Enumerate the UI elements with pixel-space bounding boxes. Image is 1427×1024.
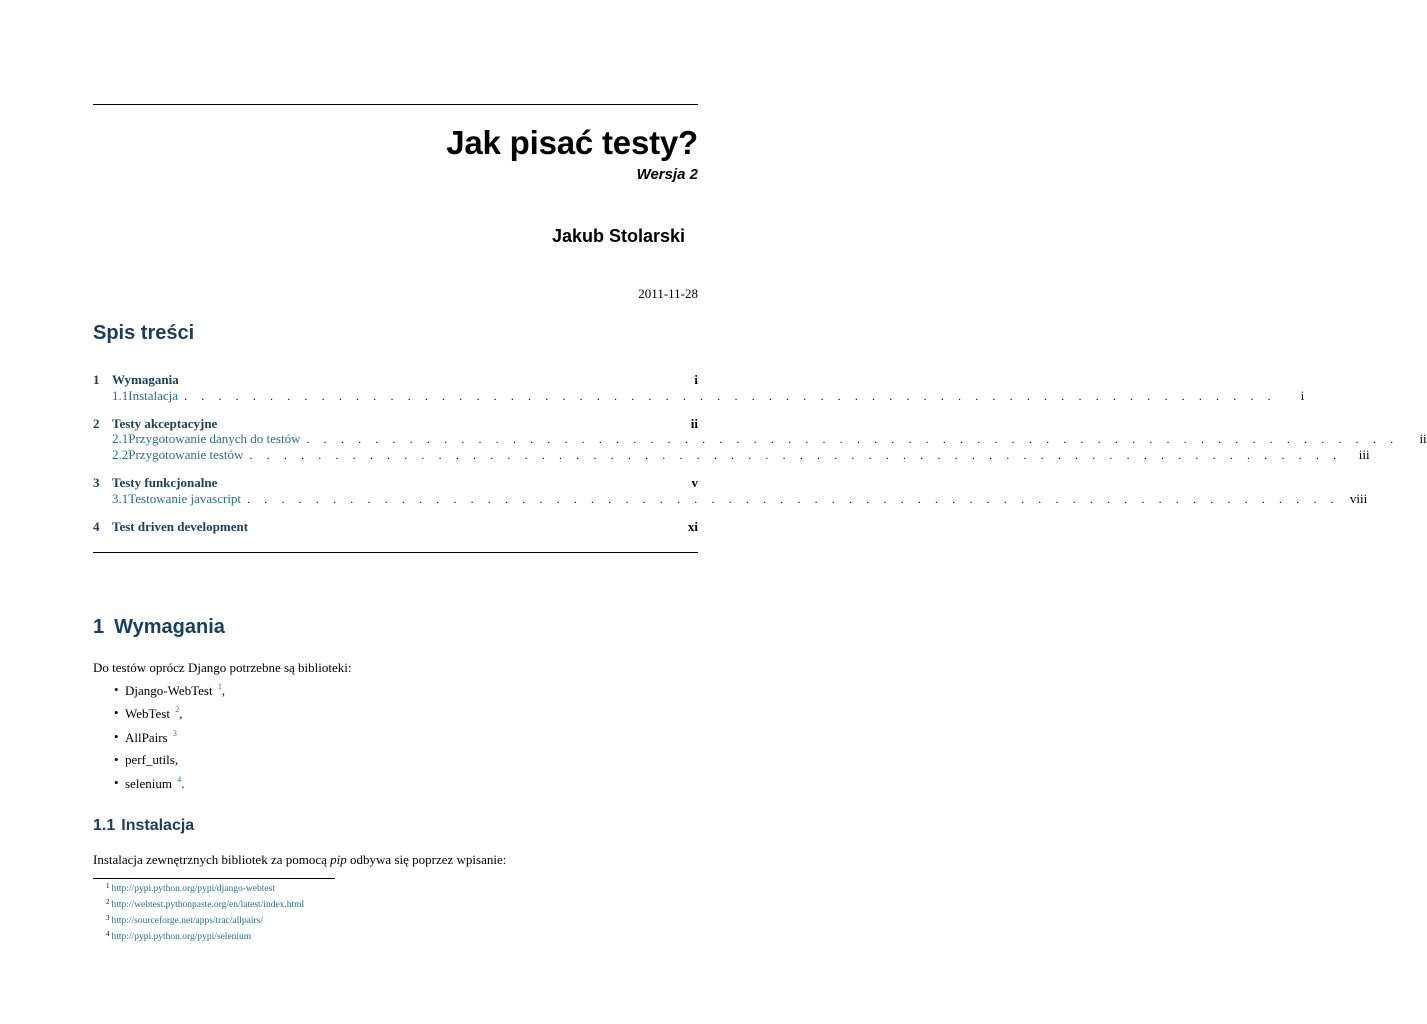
footnote-rule [93, 878, 335, 879]
toc-heading: Spis treści [93, 322, 195, 344]
toc-entry-test-driven-development[interactable] [93, 519, 698, 535]
toc-entry-number: 1.1 [112, 388, 129, 403]
toc-entry-przygotowanie-testow[interactable] [93, 447, 1370, 463]
toc-entry-page: i [1300, 388, 1305, 403]
toc-entry-number: 2.1 [112, 431, 129, 446]
footnote-link[interactable]: http://sourceforge.net/apps/trac/allpairs/ [111, 916, 264, 926]
top-rule [93, 104, 698, 105]
toc-entry-page: viii [1349, 491, 1368, 506]
toc-leader-dots: . . . . . . . . . . . . . . . . . . . . . . . . . . . . . . . . . . . . . . . . . . . . . . . . . . . . . . . . . . . . . . . . [249, 448, 1342, 462]
toc-entry-label[interactable]: Testy funkcjonalne [112, 475, 218, 490]
footnote-ref[interactable]: 4 [177, 775, 182, 785]
subsection-title: Instalacja [121, 817, 195, 834]
footnote-ref[interactable]: 1 [217, 682, 222, 691]
toc-entry-number: 4 [93, 519, 100, 534]
document-author: Jakub Stolarski [551, 226, 685, 246]
document-title: Jak pisać testy? [446, 124, 698, 161]
toc-entry-page: i [694, 372, 698, 387]
toc-entry-number: 3 [93, 475, 100, 490]
footnote: $^2$ http://webtest.pythonpaste.org/en/latest/index.html [106, 898, 305, 910]
list-item: • AllPairs $^3$ [114, 729, 225, 752]
toc-entry-page: xi [687, 519, 698, 534]
toc-entry-testowanie-javascript[interactable] [93, 491, 1368, 507]
toc-entry-page: ii [690, 416, 698, 431]
footnote: $^1$ http://pypi.python.org/pypi/django-webtest [106, 882, 275, 894]
toc-entry-page: ii [1419, 431, 1427, 446]
toc-leader-dots: . . . . . . . . . . . . . . . . . . . . . . . . . . . . . . . . . . . . . . . . . . . . . . . . . . . . . . . . . . . . . . . . [306, 432, 1399, 446]
toc-leader-dots: . . . . . . . . . . . . . . . . . . . . . . . . . . . . . . . . . . . . . . . . . . . . . . . . . . . . . . . . . . . . . . . . [247, 492, 1340, 506]
toc-entry-label[interactable]: Testy akceptacyjne [112, 416, 218, 431]
subsection-heading [93, 817, 194, 835]
subsection-number: 1.1 [93, 817, 116, 834]
toc-entry-number: 2.2 [112, 447, 129, 462]
toc-leader-dots: . . . . . . . . . . . . . . . . . . . . . . . . . . . . . . . . . . . . . . . . . . . . . . . . . . . . . . . . . . . . . . . . [184, 389, 1277, 403]
installation-paragraph: Instalacja zewnętrznych bibliotek za pomocą pip odbywa się poprzez wpisanie: [93, 852, 507, 867]
section-heading [93, 616, 225, 639]
toc-entry-testy-akceptacyjne[interactable] [93, 416, 698, 432]
toc-entry-number: 1 [93, 372, 100, 387]
toc-entry-przygotowanie-danych[interactable] [93, 431, 1427, 447]
toc-entry-testy-funkcjonalne[interactable] [93, 475, 698, 491]
footnote: $^4$ http://pypi.python.org/pypi/selenium [106, 930, 252, 942]
toc-entry-label[interactable]: Test driven development [112, 519, 249, 534]
toc-entry-number: 2 [93, 416, 100, 431]
toc-entry-page: v [691, 475, 698, 490]
section-intro-paragraph: Do testów oprócz Django potrzebne są biblioteki: [93, 660, 352, 675]
list-item: • WebTest $^2$, [114, 705, 225, 728]
footnote-link[interactable]: http://pypi.python.org/pypi/selenium [111, 932, 252, 942]
toc-entry-label[interactable]: Testowanie javascript [128, 491, 242, 506]
toc-entry-label[interactable]: Przygotowanie testów [128, 447, 244, 462]
toc-entry-label[interactable]: Przygotowanie danych do testów [128, 431, 301, 446]
list-item: • Django-WebTest $^1$, [114, 682, 225, 705]
section-title: Wymagania [114, 616, 225, 638]
footnote-link[interactable]: http://webtest.pythonpaste.org/en/latest/index.html [111, 900, 305, 910]
footnote: $^3$ http://sourceforge.net/apps/trac/allpairs/ [106, 914, 264, 926]
library-list [114, 682, 225, 798]
toc-entry-number: 3.1 [112, 491, 129, 506]
toc-entry-wymagania[interactable] [93, 372, 698, 388]
toc-bottom-rule [93, 552, 698, 553]
toc-entry-page: iii [1358, 447, 1370, 462]
footnote-link[interactable]: http://pypi.python.org/pypi/django-webtest [111, 884, 275, 894]
list-item: • selenium $^4$. [114, 775, 225, 798]
toc-entry-label[interactable]: Wymagania [112, 372, 179, 387]
footnote-ref[interactable]: 3 [172, 728, 177, 738]
toc-entry-label[interactable]: Instalacja [128, 388, 179, 403]
section-number: 1 [93, 616, 105, 638]
footnote-ref[interactable]: 2 [175, 705, 180, 715]
pip-emphasis: pip [330, 852, 347, 867]
footnotes [106, 880, 304, 944]
list-item: • perf_utils, [114, 752, 225, 775]
document-version: Wersja 2 [636, 166, 698, 183]
toc-entry-instalacja[interactable] [93, 388, 1305, 404]
document-date: 2011-11-28 [638, 286, 698, 301]
